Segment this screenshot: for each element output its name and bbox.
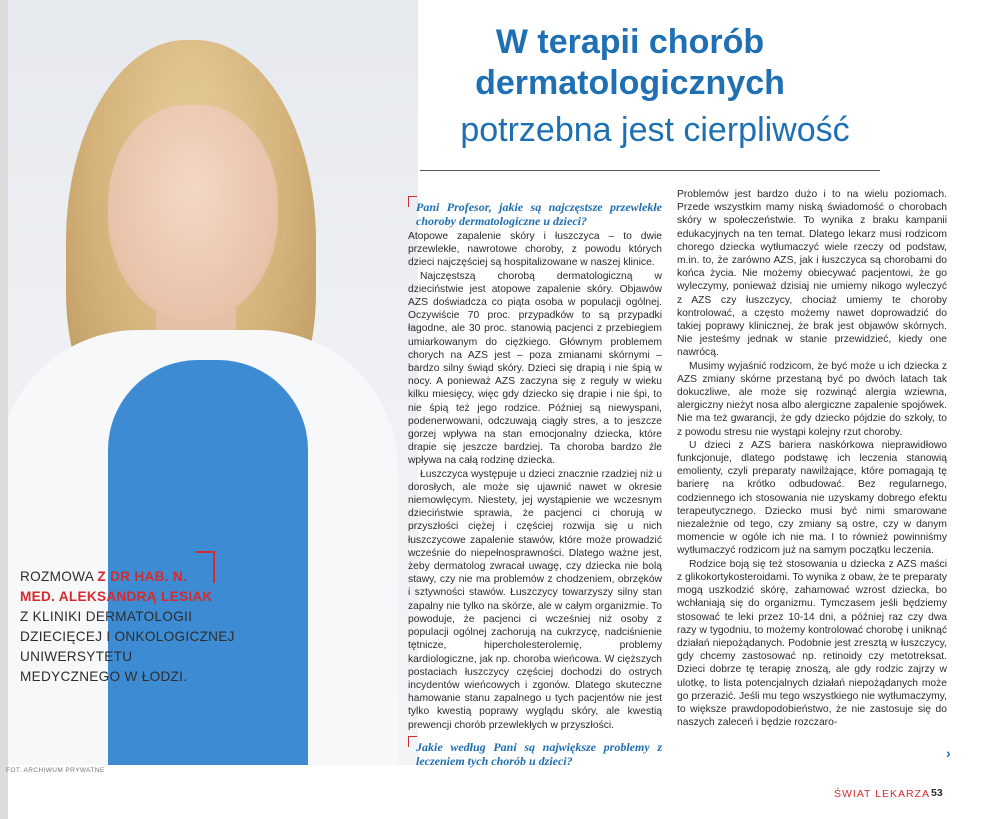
interview-intro [20,567,250,687]
intro-line-2: MED. ALEKSANDRĄ LESIAK [20,589,213,604]
intro-line-4: DZIECIĘCEJ I ONKOLOGICZNEJ [20,629,235,644]
page-gutter [0,0,8,819]
magazine-brand: ŚWIAT LEKARZA [834,788,931,800]
answer-paragraph: Musimy wyjaśnić rodzicom, że być może u ich dziecka z AZS zmiany skórne przestaną być po dwóch latach tak dokuczliwe, ale może się rozwinąć alergia wziewna, alergiczny nieżyt nosa albo alergiczne zapalenie spojówek. Nie ma też gwarancji, że gdy dziecko pójdzie do szkoły, to z powodu stresu nie wystąpi kolejny rzut choroby. [677,360,947,438]
photo-credit: FOT. ARCHIWUM PRYWATNE [6,767,105,774]
article-subtitle: potrzebna jest cierpliwość [460,111,850,149]
continue-arrow-icon: › [946,745,951,761]
portrait-face [108,105,278,320]
intro-line-1: ROZMOWA Z DR HAB. N. [20,569,188,584]
question-2: Jakie według Pani są największe problemy z leczeniem tych chorób u dzieci? [408,740,662,768]
text-column-2 [677,188,947,729]
article-title: W terapii chorób dermatologicznych [475,23,785,102]
intro-line-5: UNIWERSYTETU [20,649,133,664]
text-column-1 [408,200,662,770]
answer-paragraph: U dzieci z AZS bariera naskórkowa nieprawidłowo funkcjonuje, dlatego podstawę ich leczenia stanowią emolienty, czyli preparaty nawilżające, które pomagają tę barierę na krótko odbudować. Bez regularnego, codziennego ich stosowania nie uzyskamy dobrego efektu terapeutycznego. Dziecko musi być nimi smarowane niezależnie od tego, czy zmiany są ostre, czy w danym momencie w ogóle ich nie ma. I to również powinniśmy wytłumaczyć rodzicom już na samym początku leczenia. [677,439,947,557]
answer-paragraph: Atopowe zapalenie skóry i łuszczyca – to dwie przewlekłe, nawrotowe choroby, z powodu których dzieci najczęściej są hospitalizowane w naszej klinice. [408,231,662,269]
question-1: Pani Profesor, jakie są najczęstsze przewlekłe choroby dermatologiczne u dzieci? [408,200,662,228]
intro-line-6: MEDYCZNEGO W ŁODZI. [20,669,188,684]
intro-line-3: Z KLINIKI DERMATOLOGII [20,609,193,624]
answer-paragraph: Najczęstszą chorobą dermatologiczną w dzieciństwie jest atopowe zapalenie skóry. Objawów AZS doświadcza co piąta osoba w populacji ogólnej. Oczywiście 70 proc. przypadków to są przypadki łagodne, ale 30 proc. stanowią pacjenci z przebiegiem umiarkowanym do ciężkiego. Głównym problemem chorych na AZS jest – poza zmianami skórnymi – bardzo silny świąd skóry. Dzieci się drapią i nie śpią w nocy. A ponieważ AZS zaczyna się z reguły w wieku kilku miesięcy, więc gdy dziecko się drapie i nie śpi, to nie śpią też jego rodzice. Później są niewyspani, podenerwowani, odczuwają ciągły stres, a to jeszcze gorzej wpływa na stan emocjonalny dziecka, które drapie się jeszcze bardziej. Ta choroba bardzo źle wpływa na całą rodzinę dziecka. [408,270,662,467]
answer-paragraph: Rodzice boją się też stosowania u dziecka z AZS maści z glikokortykosteroidami. To wynika z obaw, że te preparaty mogą uszkodzić skórę, zahamować wzrost dziecka, bo wchłaniają się do organizmu. Tymczasem jeśli będziemy stosować te leki przez 10-14 dni, a później raz czy dwa razy w tygodniu, to możemy kontrolować chorobę i uniknąć działań niepożądanych. Podobnie jest zresztą w łuszczycy, gdy chcemy zastosować np. retinoidy czy metotreksat. Dzieci dobrze tę terapię znoszą, ale gdy rodzic zajrzy w ulotkę, to lista potencjalnych działań niepożądanych może go przerazić. Jeśli mu tego wszystkiego nie wytłumaczymy, to większe prawdopodobieństwo, że nie zastosuje się do naszych zaleceń i będzie rozczaro- [677,558,947,729]
answer-paragraph: Problemów jest bardzo dużo i to na wielu poziomach. Przede wszystkim mamy niską świadomość o chorobach skóry w społeczeństwie. To wynika z braku kampanii edukacyjnych na ten temat. Dlatego lekarz musi rodzicom chorego dziecka wytłumaczyć wiele rzeczy od podstaw, m.in. to, że zarówno AZS, jak i łuszczyca są chorobami do końca życia. Nie możemy obiecywać pacjentowi, że go wyleczymy, ponieważ dzisiaj nie umiemy nikogo wyleczyć z AZS czy łuszczycy, chociaż umiemy te choroby kontrolować, a często możemy nawet doprowadzić do takiej poprawy klinicznej, że brak jest objawów skórnych. Nie jesteśmy jednak w stanie przewidzieć, kiedy one nawrócą. [677,189,947,359]
title-divider [420,170,880,171]
page-number: 53 [931,787,943,799]
answer-paragraph: Łuszczyca występuje u dzieci znacznie rzadziej niż u dorosłych, ale może się ujawnić nawet w okresie niemowlęcym. Niestety, jej wystąpienie we wczesnym dzieciństwie sprawia, że pacjenci ci chorują w przyszłości ciężej i częściej rozwija się u nich łuszczycowe zapalenie stawów, które może prowadzić wcześnie do niepełnosprawności. Dlatego ważne jest, żeby dermatolog zwracał uwagę, czy dziecka nie bolą stawy, czy nie ma problemów z chodzeniem, obrzęków i sztywności stawów. Łuszczycy towarzyszy silny stan zapalny nie tylko na skórze, ale w całym organizmie. To powoduje, że pacjenci ci wcześniej niż osoby z populacji ogólnej zachorują na cukrzycę, nadciśnienie tętnicze, hipercholesterolemię, problemy kardiologiczne, jak np. choroba wieńcowa. W cięższych postaciach łuszczycy częściej dochodzi do ostrych incydentów wieńcowych i zgonów. Dlatego skuteczne hamowanie stanu zapalnego u tych pacjentów nie jest tylko kwestią poprawy wyglądu skóry, ale kwestią prewencji chorób przewlekłych w przyszłości. [408,468,662,731]
